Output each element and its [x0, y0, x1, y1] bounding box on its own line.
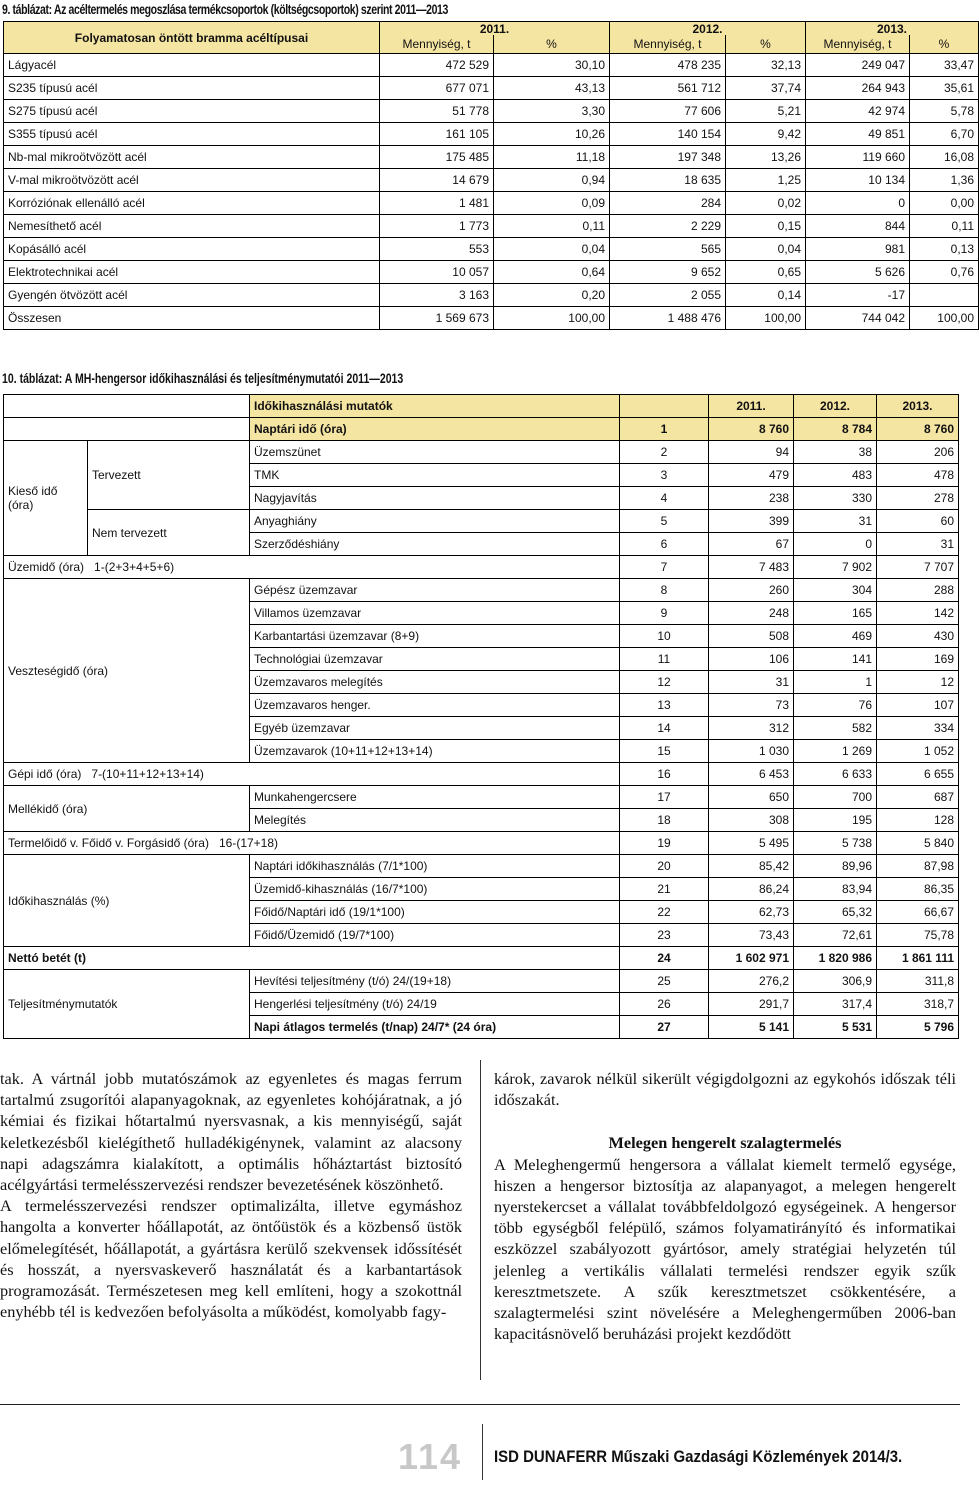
blank-cell [4, 418, 250, 441]
paragraph: tak. A vártnál jobb mutatószámok az egyenletes és magas ferrum tartalmú zsugorítói alapanyagoknak, az egyenletes kohójáratnak, a jó kémiai és fizikai hőtartalmú nyersvasnak, a kis mennyiségű, saját keletkezésből kielégíthető hulladékigénynek, valamint az alacsony napi adagszámra kialakított, a optimális hőháztartást biztosító acélgyártási termelésszervezési rendszer bevezetésének köszönhető. [0, 1069, 462, 1195]
row-label-text: Üzemidő (óra) [8, 560, 85, 574]
value-cell: 107 [877, 694, 959, 717]
sub-header: Mennyiség, t [610, 35, 726, 54]
value-cell: 10 057 [380, 261, 494, 284]
value-cell: 5 738 [794, 832, 877, 855]
section-heading: Melegen hengerelt szalagtermelés [608, 1133, 842, 1153]
value-cell: 1 569 673 [380, 307, 494, 330]
value-cell: 317,4 [794, 993, 877, 1016]
row-label: S275 típusú acél [4, 100, 380, 123]
value-cell: 77 606 [610, 100, 726, 123]
row-number: 1 [620, 418, 709, 441]
value-cell: 7 902 [794, 556, 877, 579]
paragraph: károk, zavarok nélkül sikerült végigdolgozni az egykohós időszak téli időszakát. [494, 1069, 956, 1110]
value-cell: 16,08 [910, 146, 979, 169]
value-cell: 94 [709, 441, 794, 464]
table-row [4, 832, 959, 855]
row-label: S235 típusú acél [4, 77, 380, 100]
formula: 16-(17+18) [218, 836, 279, 850]
value-cell: 430 [877, 625, 959, 648]
value-cell: 1 030 [709, 740, 794, 763]
value-cell: 175 485 [380, 146, 494, 169]
value-cell: 288 [877, 579, 959, 602]
value-cell: 31 [877, 533, 959, 556]
table-row [4, 855, 959, 878]
value-cell: 1 [794, 671, 877, 694]
value-cell: 0,04 [494, 238, 610, 261]
group-label-line: (óra) [8, 498, 34, 512]
row-number: 20 [620, 855, 709, 878]
value-cell: 37,74 [726, 77, 806, 100]
table-row [4, 215, 979, 238]
blank-cell [620, 395, 709, 418]
value-cell: 0,11 [910, 215, 979, 238]
value-cell: 0,02 [726, 192, 806, 215]
row-label: Karbantartási üzemzavar (8+9) [250, 625, 620, 648]
value-cell: 30,10 [494, 54, 610, 77]
row-number: 11 [620, 648, 709, 671]
value-cell: 1 773 [380, 215, 494, 238]
value-cell: 1 052 [877, 740, 959, 763]
value-cell: 100,00 [726, 307, 806, 330]
row-number: 10 [620, 625, 709, 648]
row-label: Naptári idő (óra) [250, 418, 620, 441]
value-cell: 72,61 [794, 924, 877, 947]
row-number: 12 [620, 671, 709, 694]
value-cell: 100,00 [494, 307, 610, 330]
value-cell: 330 [794, 487, 877, 510]
table-row [4, 77, 979, 100]
row-label [4, 763, 620, 786]
value-cell: 49 851 [806, 123, 910, 146]
year-header-2011: 2011. [380, 22, 610, 36]
table-row [4, 579, 959, 602]
value-cell: 318,7 [877, 993, 959, 1016]
value-cell: 700 [794, 786, 877, 809]
value-cell: 8 760 [709, 418, 794, 441]
value-cell: 5 531 [794, 1016, 877, 1039]
year-header: 2012. [794, 395, 877, 418]
year-header: 2013. [877, 395, 959, 418]
value-cell: 6 655 [877, 763, 959, 786]
value-cell: 6 633 [794, 763, 877, 786]
group-label-line: Kieső idő [8, 484, 58, 498]
value-cell: 43,13 [494, 77, 610, 100]
table9-caption: 9. táblázat: Az acéltermelés megoszlása termékcsoportok (költségcsoportok) szerint 2011—2013 [2, 2, 448, 17]
value-cell: 308 [709, 809, 794, 832]
value-cell: 206 [877, 441, 959, 464]
row-number: 15 [620, 740, 709, 763]
value-cell: 85,42 [709, 855, 794, 878]
row-label: Üzemzavaros henger. [250, 694, 620, 717]
table-row [4, 284, 979, 307]
row-number: 9 [620, 602, 709, 625]
row-label: Hevítési teljesítmény (t/ó) 24/(19+18) [250, 970, 620, 993]
value-cell: 276,2 [709, 970, 794, 993]
value-cell: -17 [806, 284, 910, 307]
row-number: 4 [620, 487, 709, 510]
row-label: Munkahengercsere [250, 786, 620, 809]
row-label: Gyengén ötvözött acél [4, 284, 380, 307]
value-cell: 483 [794, 464, 877, 487]
value-cell: 0,64 [494, 261, 610, 284]
table-row [4, 395, 959, 418]
value-cell: 7 483 [709, 556, 794, 579]
value-cell: 197 348 [610, 146, 726, 169]
value-cell: 6 453 [709, 763, 794, 786]
mill-indicators-table [3, 394, 959, 1039]
value-cell: 508 [709, 625, 794, 648]
row-label: Egyéb üzemzavar [250, 717, 620, 740]
subgroup-label: Tervezett [88, 441, 250, 510]
row-number: 21 [620, 878, 709, 901]
table-row [4, 418, 959, 441]
value-cell: 3 163 [380, 284, 494, 307]
table-row [4, 100, 979, 123]
row-label: Szerződéshiány [250, 533, 620, 556]
text-column-left [0, 1068, 462, 1322]
row-label: Technológiai üzemzavar [250, 648, 620, 671]
value-cell: 8 784 [794, 418, 877, 441]
row-number: 22 [620, 901, 709, 924]
value-cell: 38 [794, 441, 877, 464]
row-number: 13 [620, 694, 709, 717]
value-cell: 677 071 [380, 77, 494, 100]
row-label: Főidő/Üzemidő (19/7*100) [250, 924, 620, 947]
value-cell: 311,8 [877, 970, 959, 993]
column-divider [480, 1060, 481, 1380]
row-label: S355 típusú acél [4, 123, 380, 146]
value-cell: 312 [709, 717, 794, 740]
value-cell: 195 [794, 809, 877, 832]
row-number: 14 [620, 717, 709, 740]
table-row [4, 261, 979, 284]
value-cell: 13,26 [726, 146, 806, 169]
value-cell: 5,78 [910, 100, 979, 123]
value-cell: 83,94 [794, 878, 877, 901]
blank-cell [4, 395, 250, 418]
row-label: Anyaghiány [250, 510, 620, 533]
row-label: Üzemszünet [250, 441, 620, 464]
value-cell: 0 [806, 192, 910, 215]
table-row [4, 307, 979, 330]
value-cell: 5 495 [709, 832, 794, 855]
value-cell: 142 [877, 602, 959, 625]
row-label: Nemesíthető acél [4, 215, 380, 238]
value-cell: 0,11 [494, 215, 610, 238]
table10-caption: 10. táblázat: A MH-hengersor időkihasználási és teljesítménymutatói 2011—2013 [2, 371, 404, 386]
row-label: Korróziónak ellenálló acél [4, 192, 380, 215]
row-number: 6 [620, 533, 709, 556]
row-number: 16 [620, 763, 709, 786]
value-cell: 561 712 [610, 77, 726, 100]
value-cell: 260 [709, 579, 794, 602]
table10-body [4, 395, 959, 1039]
value-cell: 76 [794, 694, 877, 717]
value-cell: 33,47 [910, 54, 979, 77]
value-cell: 1 269 [794, 740, 877, 763]
value-cell: 284 [610, 192, 726, 215]
value-cell: 7 707 [877, 556, 959, 579]
value-cell: 100,00 [910, 307, 979, 330]
value-cell: 66,67 [877, 901, 959, 924]
value-cell: 5 141 [709, 1016, 794, 1039]
value-cell: 0,15 [726, 215, 806, 238]
row-number: 2 [620, 441, 709, 464]
value-cell: 62,73 [709, 901, 794, 924]
value-cell: 10 134 [806, 169, 910, 192]
value-cell: 0,00 [910, 192, 979, 215]
value-cell: 12 [877, 671, 959, 694]
indicator-header: Időkihasználási mutatók [250, 395, 620, 418]
value-cell: 86,35 [877, 878, 959, 901]
row-number: 19 [620, 832, 709, 855]
row-number: 18 [620, 809, 709, 832]
row-number: 27 [620, 1016, 709, 1039]
value-cell: 6,70 [910, 123, 979, 146]
table-row [4, 238, 979, 261]
group-label: Időkihasználás (%) [4, 855, 250, 947]
value-cell: 565 [610, 238, 726, 261]
sub-header: Mennyiség, t [806, 35, 910, 54]
group-label: Mellékidő (óra) [4, 786, 250, 832]
formula: 7-(10+11+12+13+14) [91, 767, 204, 781]
value-cell: 1 481 [380, 192, 494, 215]
row-label: Üzemidő-kihasználás (16/7*100) [250, 878, 620, 901]
value-cell: 9 652 [610, 261, 726, 284]
value-cell: 169 [877, 648, 959, 671]
value-cell: 3,30 [494, 100, 610, 123]
value-cell: 238 [709, 487, 794, 510]
value-cell: 67 [709, 533, 794, 556]
category-header: Folyamatosan öntött bramma acéltípusai [4, 22, 380, 54]
journal-title: ISD DUNAFERR Műszaki Gazdasági Közlemények 2014/3. [494, 1447, 903, 1466]
table-row [4, 947, 959, 970]
row-label: Elektrotechnikai acél [4, 261, 380, 284]
value-cell: 87,98 [877, 855, 959, 878]
row-label: Lágyacél [4, 54, 380, 77]
row-label: Gépész üzemzavar [250, 579, 620, 602]
group-label: Veszteségidő (óra) [4, 579, 250, 763]
value-cell: 18 635 [610, 169, 726, 192]
sub-header: % [726, 35, 806, 54]
row-label: Nb-mal mikroötvözött acél [4, 146, 380, 169]
value-cell: 2 229 [610, 215, 726, 238]
value-cell: 478 235 [610, 54, 726, 77]
row-label: V-mal mikroötvözött acél [4, 169, 380, 192]
row-label: Melegítés [250, 809, 620, 832]
footer-divider [482, 1424, 483, 1480]
table-row [4, 54, 979, 77]
group-label: Teljesítménymutatók [4, 970, 250, 1039]
value-cell: 0,20 [494, 284, 610, 307]
value-cell: 981 [806, 238, 910, 261]
value-cell: 10,26 [494, 123, 610, 146]
value-cell: 165 [794, 602, 877, 625]
value-cell: 479 [709, 464, 794, 487]
value-cell: 5 626 [806, 261, 910, 284]
row-label-text: Termelőidő v. Főidő v. Forgásidő (óra) [8, 836, 209, 850]
value-cell: 140 154 [610, 123, 726, 146]
value-cell: 582 [794, 717, 877, 740]
paragraph: A termelésszervezési rendszer optimalizálta, illetve egymáshoz hangolta a konverter hőállapotát, az öntőüstök és a közbenső üstök előmelegítését, hőállapotát, a gyártásra kerülő szekvensek időssítését és hosszát, a nyersvaskeverő használatát és a karbantartások programozását. Természetesen meg kell említeni, hogy a szokottnál enyhébb tél is kedvezően befolyásolta a működést, komolyabb fagy- [0, 1196, 462, 1322]
value-cell: 472 529 [380, 54, 494, 77]
table-row [4, 970, 959, 993]
row-number: 24 [620, 947, 709, 970]
value-cell: 31 [794, 510, 877, 533]
value-cell: 60 [877, 510, 959, 533]
row-number: 3 [620, 464, 709, 487]
value-cell: 0,14 [726, 284, 806, 307]
value-cell: 744 042 [806, 307, 910, 330]
value-cell: 1 861 111 [877, 947, 959, 970]
value-cell: 8 760 [877, 418, 959, 441]
value-cell: 11,18 [494, 146, 610, 169]
row-label: Üzemzavarok (10+11+12+13+14) [250, 740, 620, 763]
value-cell: 399 [709, 510, 794, 533]
value-cell: 687 [877, 786, 959, 809]
row-label: Napi átlagos termelés (t/nap) 24/7* (24 óra) [250, 1016, 620, 1039]
row-number: 23 [620, 924, 709, 947]
row-label: Nagyjavítás [250, 487, 620, 510]
value-cell: 249 047 [806, 54, 910, 77]
value-cell: 478 [877, 464, 959, 487]
row-label [4, 832, 620, 855]
row-number: 8 [620, 579, 709, 602]
formula: 1-(2+3+4+5+6) [94, 560, 175, 574]
value-cell: 89,96 [794, 855, 877, 878]
value-cell: 73,43 [709, 924, 794, 947]
table-row [4, 169, 979, 192]
sub-header: Mennyiség, t [380, 35, 494, 54]
value-cell: 161 105 [380, 123, 494, 146]
table-row [4, 763, 959, 786]
table-row [4, 146, 979, 169]
group-label [4, 441, 88, 556]
value-cell: 650 [709, 786, 794, 809]
value-cell: 14 679 [380, 169, 494, 192]
value-cell: 469 [794, 625, 877, 648]
value-cell: 5 840 [877, 832, 959, 855]
value-cell: 844 [806, 215, 910, 238]
value-cell: 1,25 [726, 169, 806, 192]
value-cell: 0,76 [910, 261, 979, 284]
value-cell: 106 [709, 648, 794, 671]
value-cell: 0,04 [726, 238, 806, 261]
row-number: 25 [620, 970, 709, 993]
value-cell: 31 [709, 671, 794, 694]
table-row [4, 123, 979, 146]
value-cell: 51 778 [380, 100, 494, 123]
steel-production-table [3, 21, 979, 330]
value-cell: 0,94 [494, 169, 610, 192]
value-cell: 553 [380, 238, 494, 261]
year-header-2012: 2012. [610, 22, 806, 36]
value-cell: 0,65 [726, 261, 806, 284]
value-cell: 32,13 [726, 54, 806, 77]
row-label: TMK [250, 464, 620, 487]
value-cell: 9,42 [726, 123, 806, 146]
row-label: Kopásálló acél [4, 238, 380, 261]
page-number: 114 [398, 1436, 463, 1477]
footer-rule [0, 1404, 960, 1405]
value-cell: 141 [794, 648, 877, 671]
value-cell: 291,7 [709, 993, 794, 1016]
table-row [4, 192, 979, 215]
value-cell: 264 943 [806, 77, 910, 100]
subgroup-label: Nem tervezett [88, 510, 250, 556]
row-label: Naptári időkihasználás (7/1*100) [250, 855, 620, 878]
value-cell: 0 [794, 533, 877, 556]
row-label: Főidő/Naptári idő (19/1*100) [250, 901, 620, 924]
value-cell: 334 [877, 717, 959, 740]
value-cell: 1 820 986 [794, 947, 877, 970]
text-column-right [494, 1068, 956, 1344]
value-cell: 304 [794, 579, 877, 602]
value-cell: 73 [709, 694, 794, 717]
table-row [4, 441, 959, 464]
table9-body [4, 54, 979, 330]
sub-header: % [494, 35, 610, 54]
row-label: Üzemzavaros melegítés [250, 671, 620, 694]
value-cell: 2 055 [610, 284, 726, 307]
value-cell: 128 [877, 809, 959, 832]
sub-header: % [910, 35, 979, 54]
value-cell: 65,32 [794, 901, 877, 924]
value-cell: 248 [709, 602, 794, 625]
value-cell: 306,9 [794, 970, 877, 993]
value-cell: 0,09 [494, 192, 610, 215]
value-cell: 5 796 [877, 1016, 959, 1039]
value-cell: 1 602 971 [709, 947, 794, 970]
row-label-text: Gépi idő (óra) [8, 767, 82, 781]
value-cell: 5,21 [726, 100, 806, 123]
row-label: Villamos üzemzavar [250, 602, 620, 625]
value-cell: 35,61 [910, 77, 979, 100]
table-row [4, 510, 959, 533]
year-header-2013: 2013. [806, 22, 979, 36]
value-cell: 86,24 [709, 878, 794, 901]
value-cell: 1,36 [910, 169, 979, 192]
paragraph: A Meleghengermű hengersora a vállalat kiemelt termelő egysége, hiszen a hengersor biztosítja az alapanyagot, a melegen hengerelt nyerstekercset a vállalat továbbfeldolgozó egységeinek. A hengersor több egységből felépülő, számos folyamatirányító és informatikai eszközzel szabályozott gyártósor, amely stratégiai helyzetén túl jelenleg a vertikális vállalati termelési rendszer egyik szűk keresztmetszete. A szűk keresztmetszet csökkentésére, a szalagtermelési szint növelésére a Meleghengerműben 2006-ban kapacitásnövelő beruházási projekt kezdődött [494, 1154, 956, 1344]
row-label: Összesen [4, 307, 380, 330]
row-number: 17 [620, 786, 709, 809]
value-cell: 278 [877, 487, 959, 510]
value-cell: 75,78 [877, 924, 959, 947]
row-label [4, 556, 620, 579]
row-number: 7 [620, 556, 709, 579]
row-label: Nettó betét (t) [4, 947, 620, 970]
year-header: 2011. [709, 395, 794, 418]
value-cell: 42 974 [806, 100, 910, 123]
value-cell: 1 488 476 [610, 307, 726, 330]
value-cell: 119 660 [806, 146, 910, 169]
row-number: 26 [620, 993, 709, 1016]
value-cell: 0,13 [910, 238, 979, 261]
table-row [4, 556, 959, 579]
table-row [4, 786, 959, 809]
value-cell [910, 284, 979, 307]
row-number: 5 [620, 510, 709, 533]
row-label: Hengerlési teljesítmény (t/ó) 24/19 [250, 993, 620, 1016]
